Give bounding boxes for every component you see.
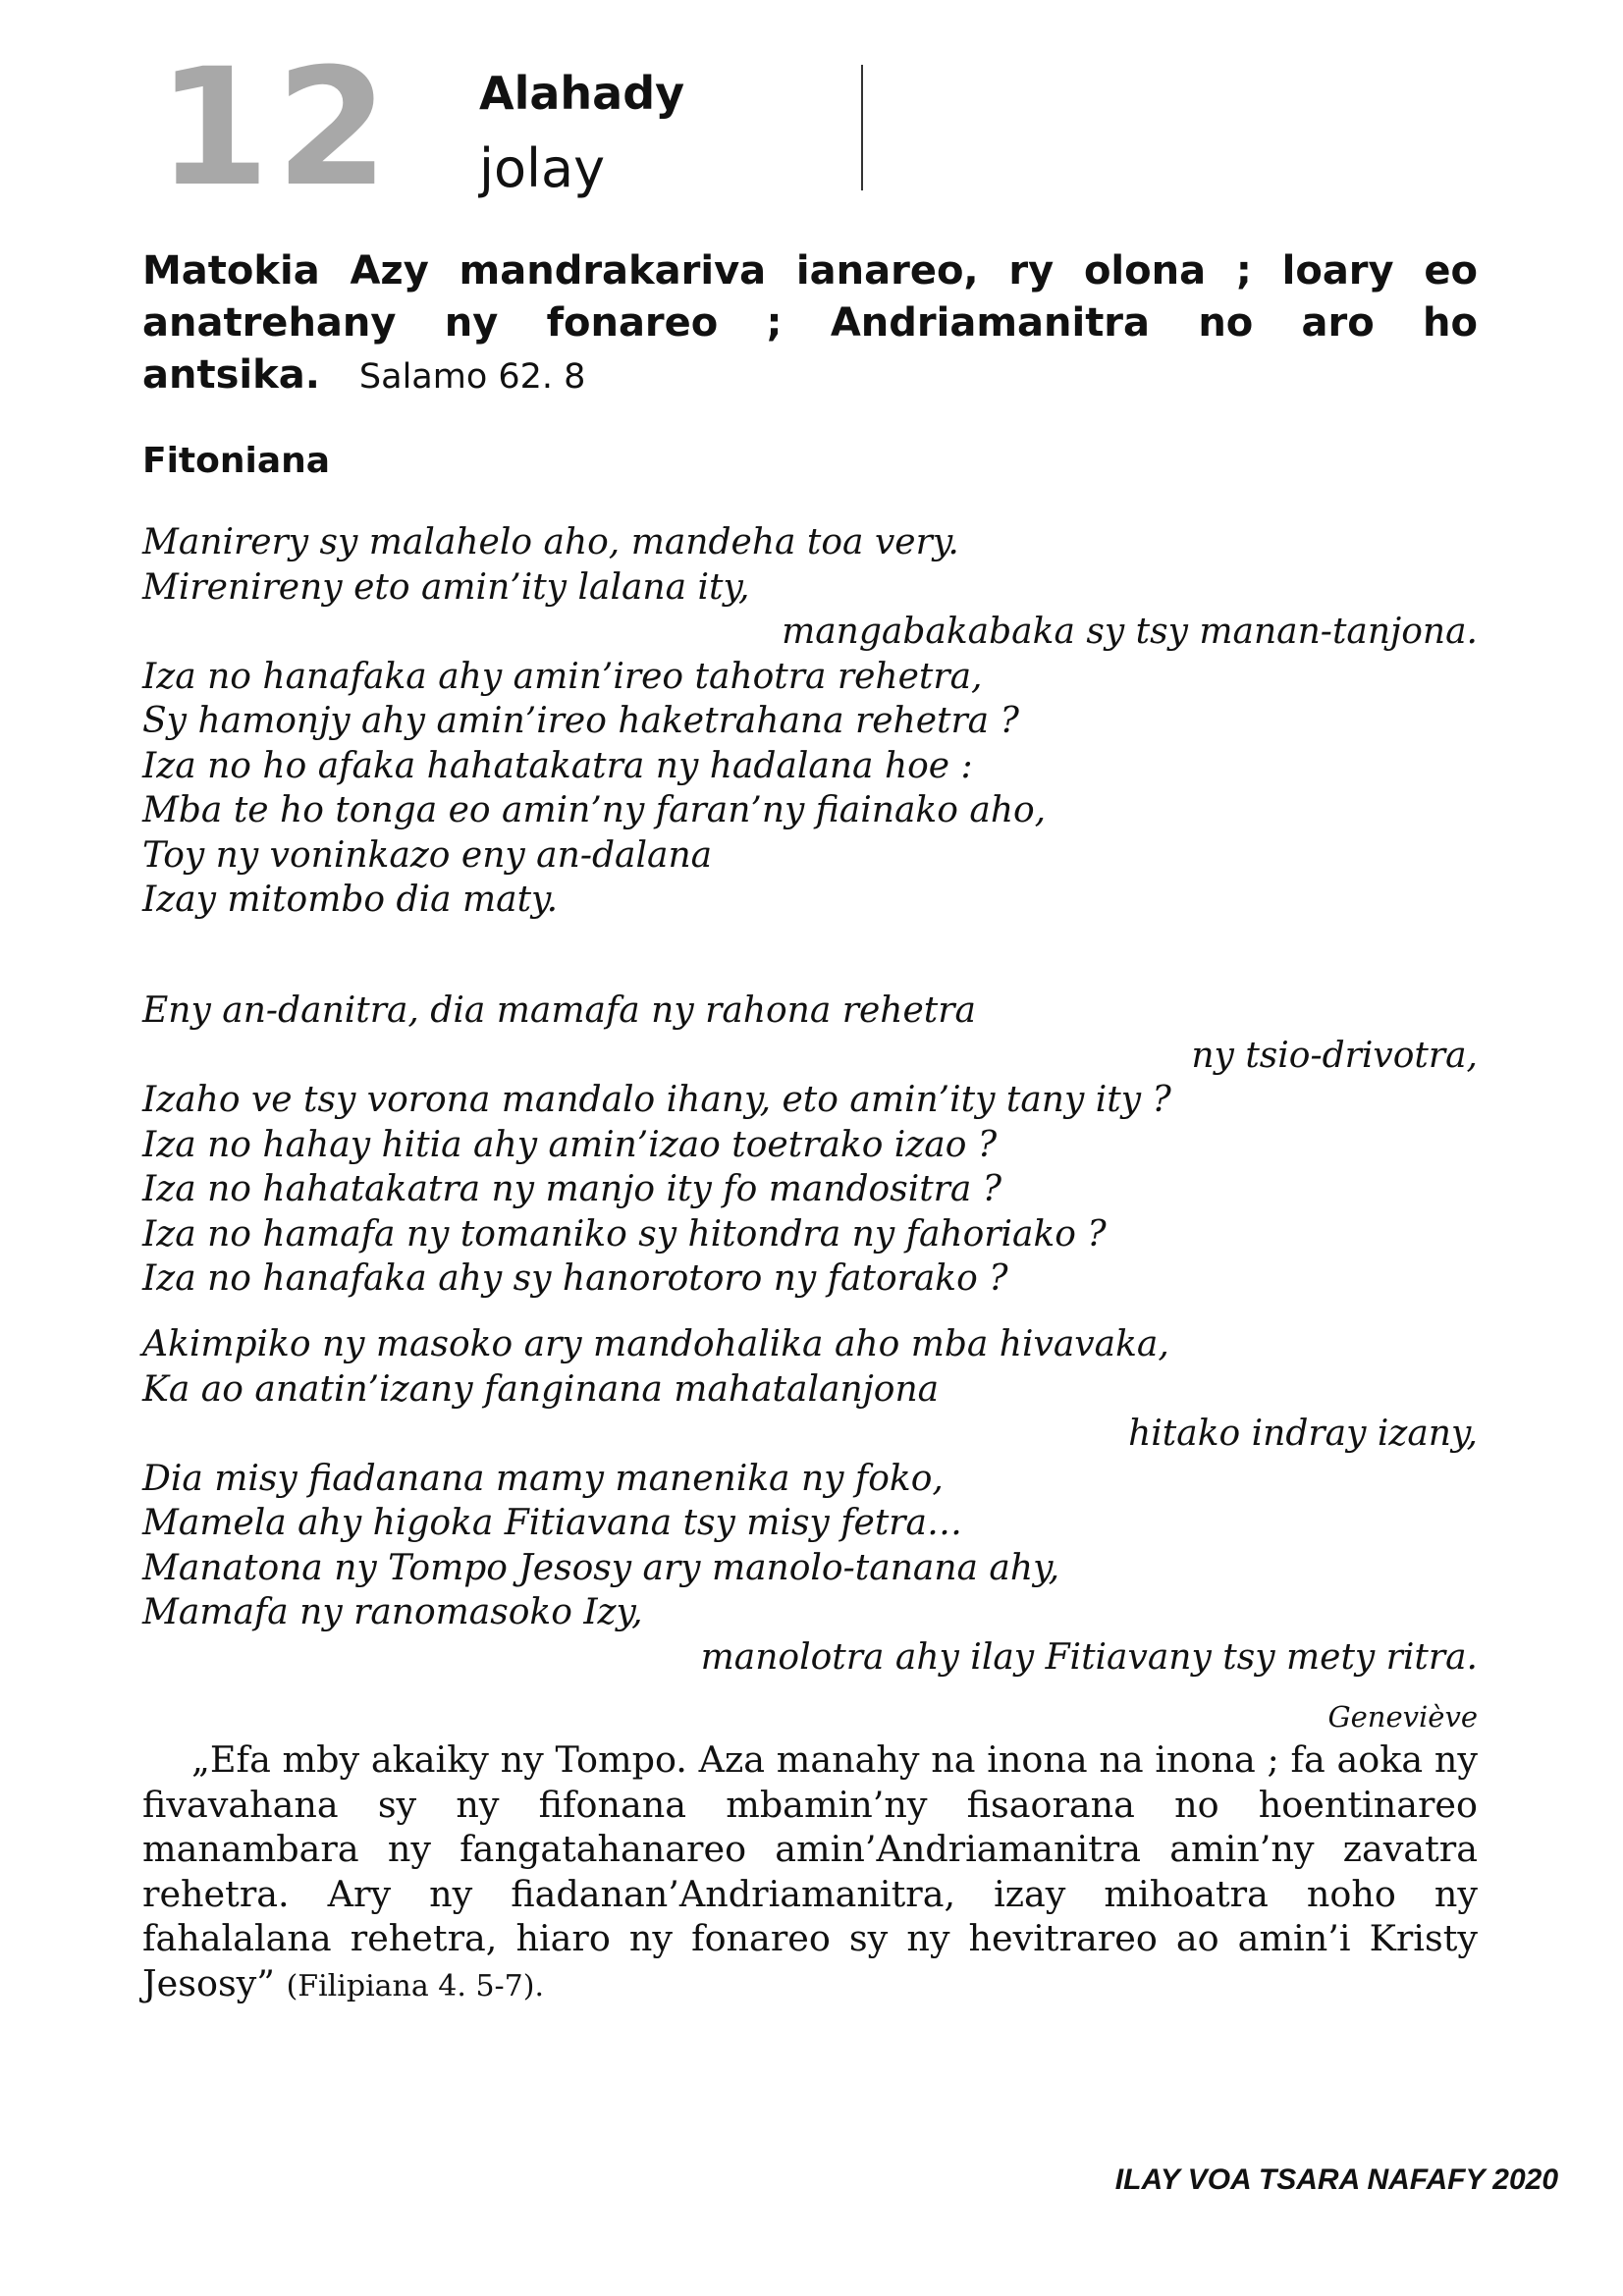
poem-line: Iza no hamafa ny tomaniko sy hitondra ny fahoriako ? — [142, 1213, 1107, 1255]
section-title: Fitoniana — [142, 441, 331, 481]
poem-line: Iza no hanafaka ahy sy hanorotoro ny fatorako ? — [142, 1258, 1008, 1299]
poem-line: Eny an-danitra, dia mamafa ny rahona rehetra — [142, 990, 976, 1031]
poem-line: Iza no hanafaka ahy amin’ireo tahotra rehetra, — [142, 656, 983, 697]
month-name: jolay — [479, 137, 606, 199]
poem-line: Dia misy fiadanana mamy manenika ny foko, — [142, 1458, 944, 1499]
poem-line: ny tsio-drivotra, — [1191, 1035, 1478, 1076]
poem-line: Mirenireny eto amin’ity lalana ity, — [142, 566, 750, 608]
date-header — [157, 33, 1335, 222]
poem-author: Geneviève — [1327, 1700, 1478, 1734]
poem-line: Mamafa ny ranomasoko Izy, — [142, 1592, 643, 1632]
poem-line: Toy ny voninkazo eny an-dalana — [142, 834, 713, 876]
poem-line: Sy hamonjy ahy amin’ireo haketrahana rehetra ? — [142, 701, 1019, 741]
poem-line: Iza no hahatakatra ny manjo ity fo mandositra ? — [142, 1169, 1002, 1209]
poem-stanza-1 — [142, 520, 1478, 923]
poem-line: Izay mitombo dia maty. — [142, 880, 559, 920]
poem-line: Mba te ho tonga eo amin’ny faran’ny fiainako aho, — [142, 790, 1047, 830]
publication-footer: ILAY VOA TSARA NAFAFY 2020 — [1114, 2163, 1558, 2196]
daily-verse — [142, 245, 1478, 403]
poem-line: Akimpiko ny masoko ary mandohalika aho mba hivavaka, — [142, 1324, 1169, 1364]
poem-line: Iza no ho afaka hahatakatra ny hadalana hoe : — [142, 745, 973, 786]
poem-line: mangabakabaka sy tsy manan-tanjona. — [782, 612, 1478, 652]
poem-line: Ka ao anatin’izany fanginana mahatalanjona — [142, 1368, 940, 1410]
poem-line: Iza no hahay hitia ahy amin’izao toetrako izao ? — [142, 1124, 998, 1165]
poem-line: Izaho ve tsy vorona mandalo ihany, eto amin’ity tany ity ? — [142, 1080, 1171, 1120]
poem-line: Manirery sy malahelo aho, mandeha toa very. — [142, 522, 959, 562]
poem-line: manolotra ahy ilay Fitiavany tsy mety ritra. — [700, 1636, 1478, 1678]
header-divider — [861, 65, 863, 190]
verse-text: Matokia Azy mandrakariva ianareo, ry olona ; loary eo anatrehany ny fonareo ; Andriamanitra no aro ho antsika. — [142, 248, 1478, 398]
poem-stanza-3 — [142, 1322, 1478, 1680]
scripture-quote — [142, 1737, 1478, 2008]
quote-reference: (Filipiana 4. 5-7). — [286, 1968, 545, 2003]
poem-line: Mamela ahy higoka Fitiavana tsy misy fetra… — [142, 1503, 962, 1543]
poem-line: Manatona ny Tompo Jesosy ary manolo-tanana ahy, — [142, 1547, 1060, 1588]
day-number: 12 — [157, 33, 395, 222]
day-name: Alahady — [479, 67, 685, 120]
verse-reference: Salamo 62. 8 — [358, 357, 586, 397]
poem-line: hitako indray izany, — [1128, 1414, 1478, 1454]
quote-text: „Efa mby akaiky ny Tompo. Aza manahy na inona na inona ; fa aoka ny fivavahana sy ny fifonana mbamin’ny fisaorana no hoentinareo manambara ny fangatahanareo amin’Andriamanitra amin’ny zavatra rehetra. Ary ny fiadanan’Andriamanitra, izay mihoatra noho ny fahalalana rehetra, hiaro ny fonareo sy ny hevitrareo ao amin’i Kristy Jesosy” — [142, 1738, 1478, 2004]
poem-stanza-2 — [142, 988, 1478, 1302]
